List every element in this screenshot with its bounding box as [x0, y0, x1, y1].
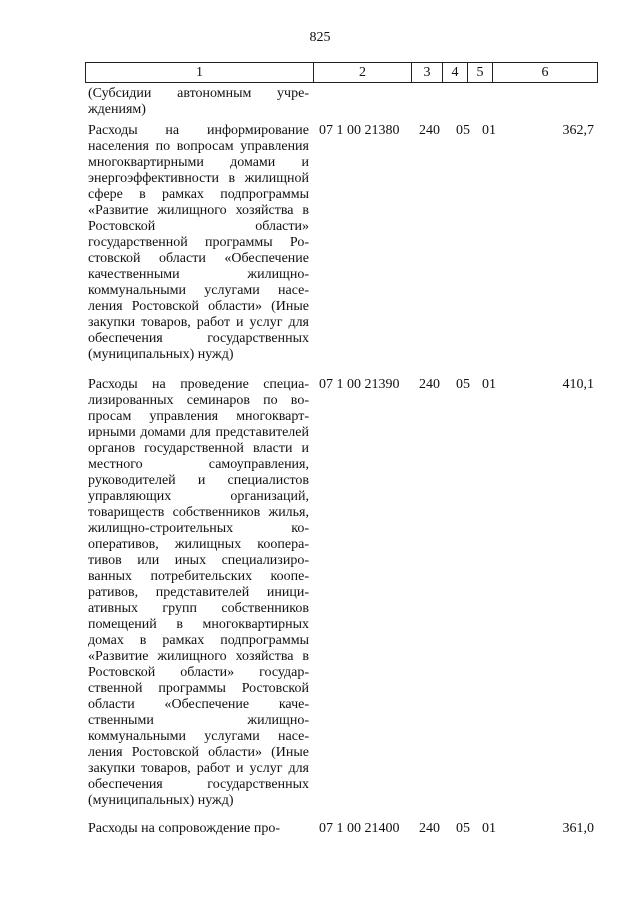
row-subsection: 01	[482, 821, 496, 836]
row-section: 05	[456, 821, 470, 836]
row-subsection: 01	[482, 377, 496, 392]
row-description: Расходы на проведение специализированных семинаров по вопросам управления многоквартирными домами для представителей органов государственной власти и местного самоуправления, руководителей и специалистов управляющих организаций, товариществ собственников жилья, жилищно-строительных кооперативов, жилищных кооперативов или иных специализированных потребительских кооперативов, представителей инициативных групп собственников помещений в многоквартирных домах в рамках подпрограммы «Развитие жилищного хозяйства в Ростовской области» государственной программы Ростовской области «Обеспечение качественными жилищно-коммунальными услугами населения Ростовской области» (Иные закупки товаров, работ и услуг для обеспечения государственных (муниципальных) нужд)	[88, 377, 309, 808]
page-number: 825	[309, 30, 331, 45]
column-header-table	[85, 62, 598, 83]
row-subsection: 01	[482, 123, 496, 138]
column-header-6: 6	[493, 63, 598, 83]
column-header-row	[86, 63, 598, 83]
row-description: (Субсидии автономным учреждениям)	[88, 86, 309, 117]
column-header-1: 1	[86, 63, 314, 83]
column-header-4: 4	[443, 63, 468, 83]
row-amount: 362,7	[562, 123, 594, 138]
row-description: Расходы на информирование населения по вопросам управления многоквартирными домами и энергоэффективности в жилищной сфере в рамках подпрограммы «Развитие жилищного хозяйства в Ростовской области» государственной программы Ростовской области «Обеспечение качественными жилищно-коммунальными услугами населения Ростовской области» (Иные закупки товаров, работ и услуг для обеспечения государственных (муниципальных) нужд)	[88, 123, 309, 362]
column-header-5: 5	[468, 63, 493, 83]
row-amount: 361,0	[562, 821, 594, 836]
row-amount: 410,1	[562, 377, 594, 392]
row-expense-type: 240	[419, 377, 440, 392]
row-section: 05	[456, 377, 470, 392]
row-section: 05	[456, 123, 470, 138]
column-header-3: 3	[412, 63, 443, 83]
column-header-2: 2	[314, 63, 412, 83]
row-description: Расходы на сопровождение про-	[88, 821, 281, 836]
row-expense-type: 240	[419, 821, 440, 836]
row-code: 07 1 00 21380	[319, 123, 400, 138]
row-expense-type: 240	[419, 123, 440, 138]
row-code: 07 1 00 21390	[319, 377, 400, 392]
row-code: 07 1 00 21400	[319, 821, 400, 836]
